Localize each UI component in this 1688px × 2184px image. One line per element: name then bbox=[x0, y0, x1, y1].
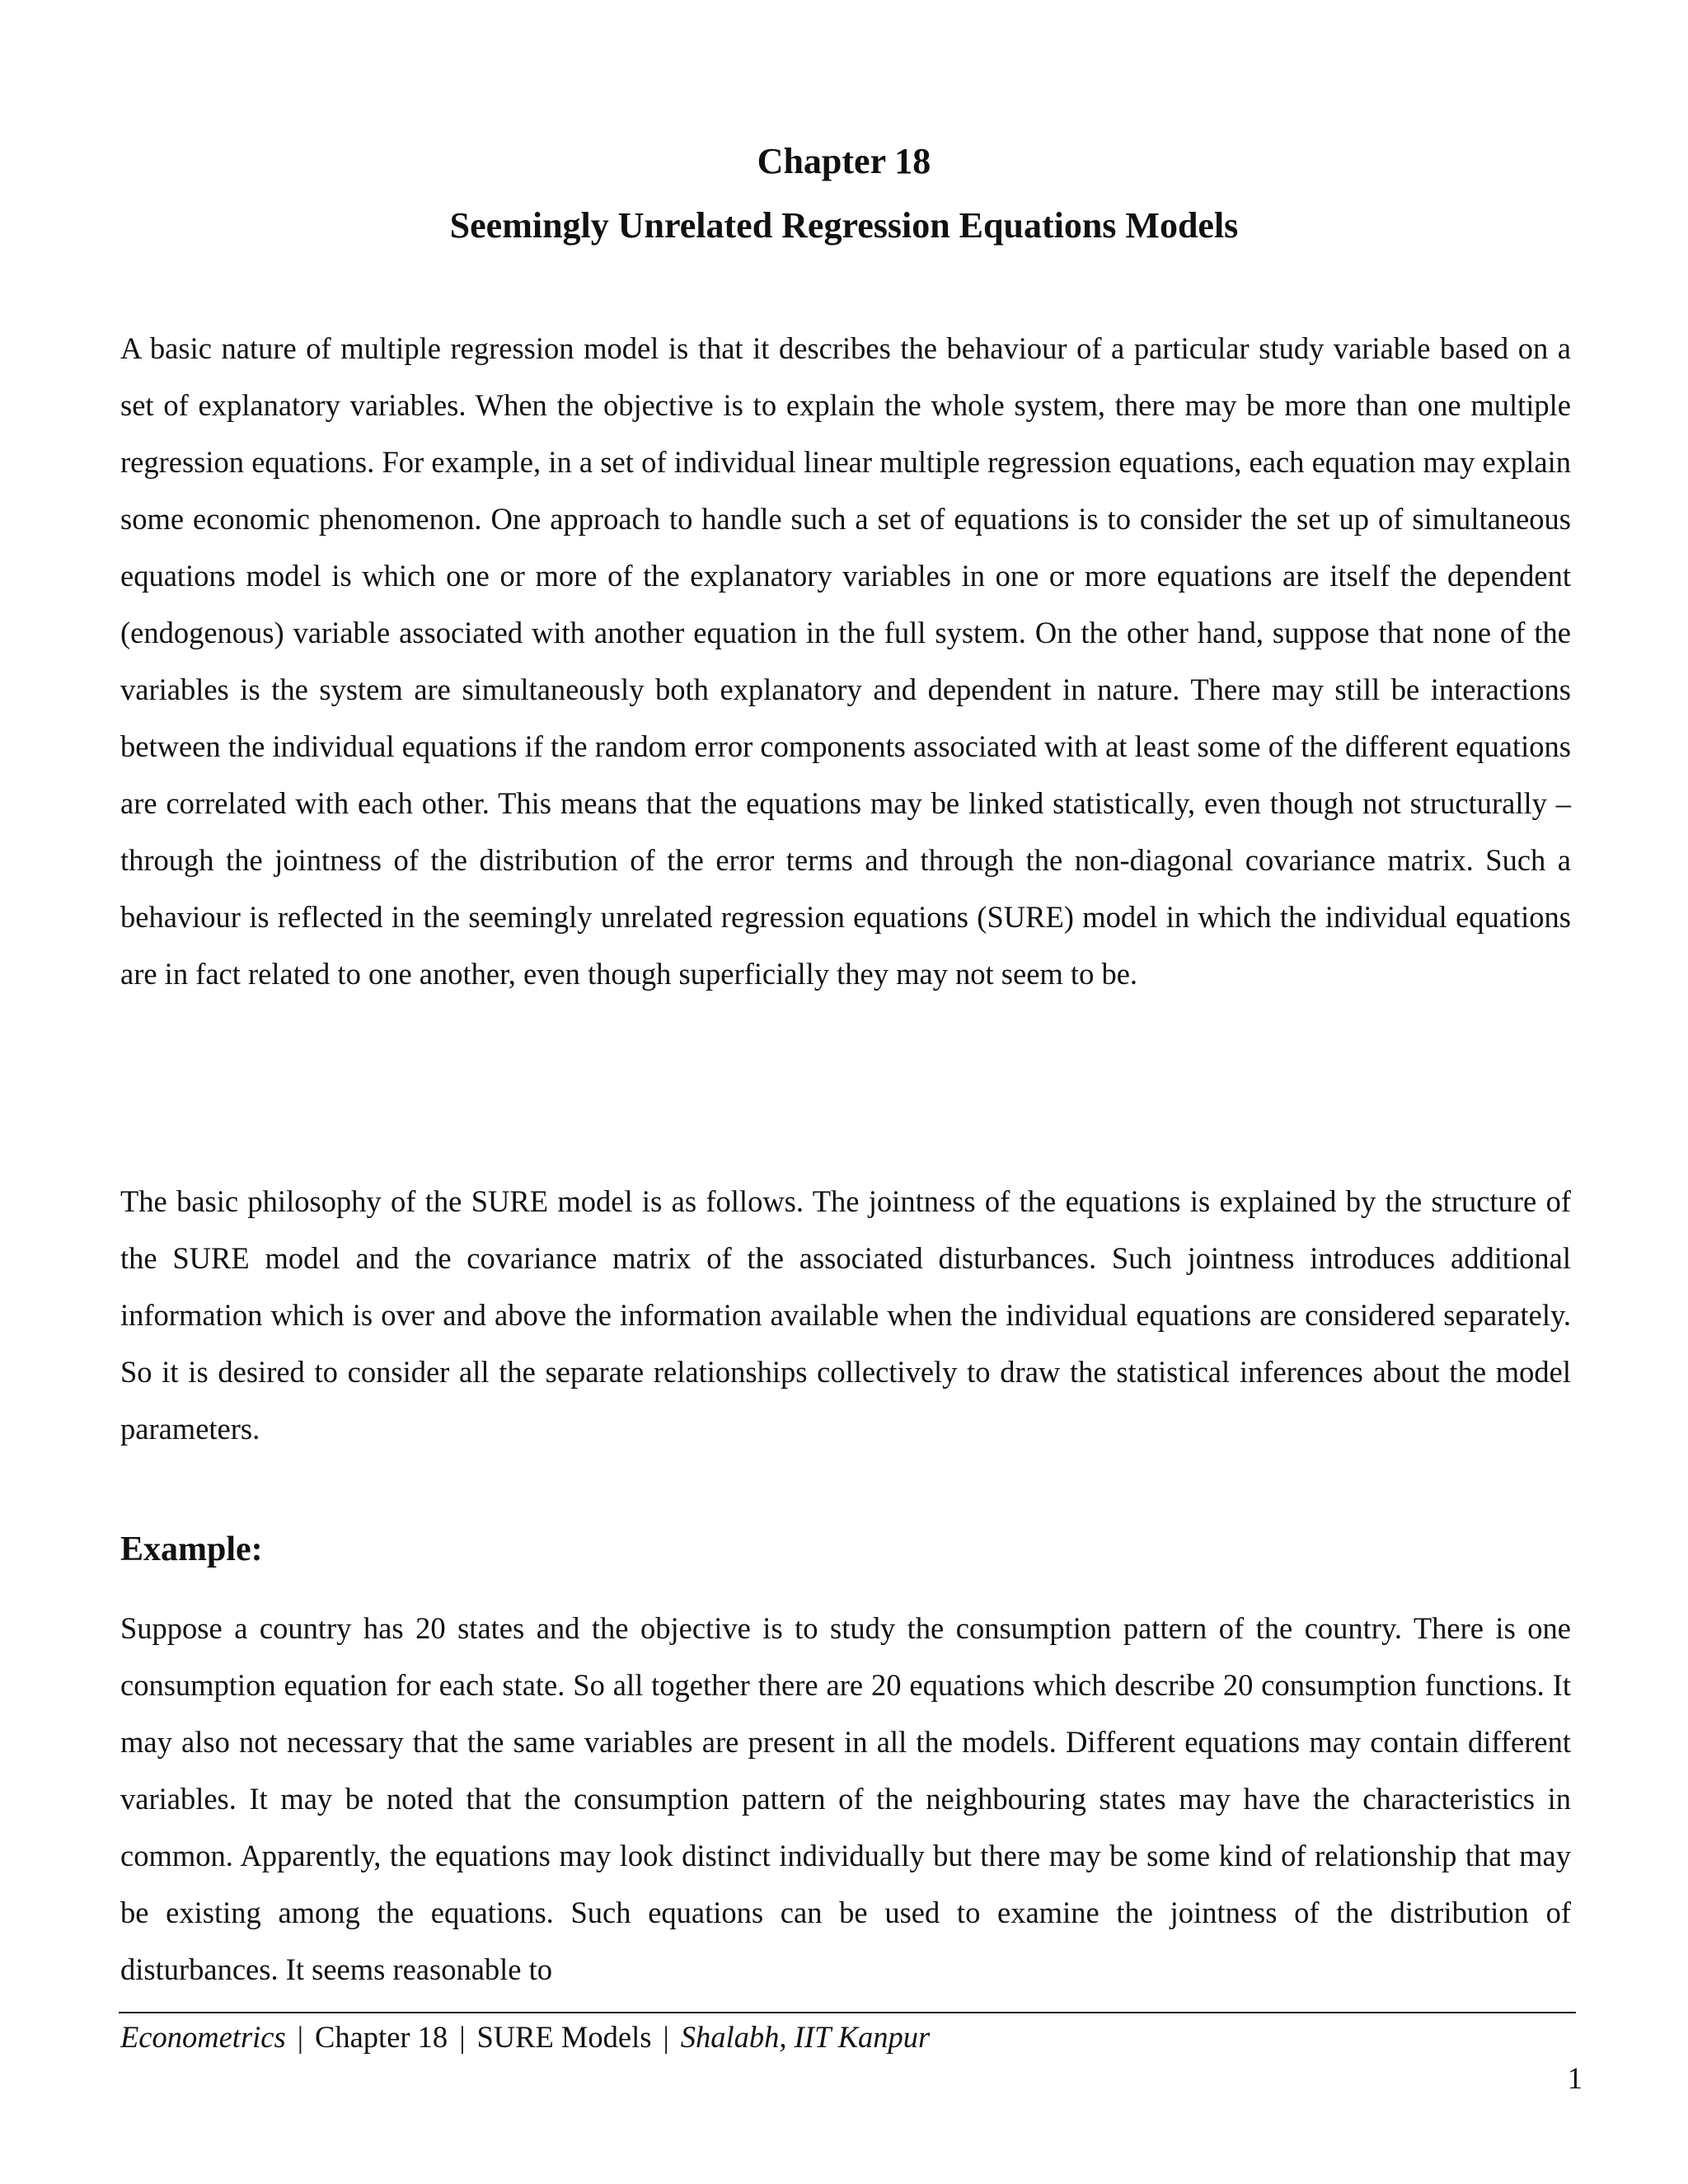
body-paragraph-philosophy: The basic philosophy of the SURE model is as follows. The jointness of the equations is explained by the structure of the SURE model and the covariance matrix of the associated disturbances. Such jointness introduces additional information which is over and above the information available when the individual equations are considered separately. So it is desired to consider all the separate relationships collectively to draw the statistical inferences about the model parameters. bbox=[120, 1184, 1571, 1446]
page-number: 1 bbox=[1567, 2061, 1582, 2095]
footer-separator: | bbox=[459, 2020, 466, 2054]
footer-chapter: Chapter 18 bbox=[315, 2020, 448, 2054]
body-paragraph-intro: A basic nature of multiple regression model is that it describes the behaviour of a particular study variable based on a set of explanatory variables. When the objective is to explain the whole system, there may be more than one multiple regression equations. For example, in a set of individual linear multiple regression equations, each equation may explain some economic phenomenon. One approach to handle such a set of equations is to consider the set up of simultaneous equations model is which one or more of the explanatory variables in one or more equations are itself the dependent (endogenous) variable associated with another equation in the full system. On the other hand, suppose that none of the variables is the system are simultaneously both explanatory and dependent in nature. There may still be interactions between the individual equations if the random error components associated with at least some of the different equations are correlated with each other. This means that the equations may be linked statistically, even though not structurally – through the jointness of the distribution of the error terms and through the non-diagonal covariance matrix. Such a behaviour is reflected in the seemingly unrelated regression equations (SURE) model in which the individual equations are in fact related to one another, even though superficially they may not seem to be. bbox=[120, 331, 1571, 991]
footer-course: Econometrics bbox=[120, 2020, 286, 2054]
footer-separator: | bbox=[663, 2020, 669, 2054]
footer-topic: SURE Models bbox=[476, 2020, 652, 2054]
footer-divider bbox=[119, 2012, 1576, 2013]
footer-separator: | bbox=[297, 2020, 304, 2054]
section-heading-example: Example: bbox=[120, 1530, 263, 1568]
footer-author: Shalabh, IIT Kanpur bbox=[680, 2020, 931, 2054]
chapter-subtitle: Seemingly Unrelated Regression Equations Models bbox=[449, 205, 1239, 246]
body-paragraph-example: Suppose a country has 20 states and the objective is to study the consumption pattern of the country. There is one consumption equation for each state. So all together there are 20 equations which describe 20 consumption functions. It may also not necessary that the same variables are present in all the models. Different equations may contain different variables. It may be noted that the consumption pattern of the neighbouring states may have the characteristics in common. Apparently, the equations may look distinct individually but there may be some kind of relationship that may be existing among the equations. Such equations can be used to examine the jointness of the distribution of disturbances. It seems reasonable to bbox=[120, 1611, 1571, 1986]
running-footer bbox=[120, 2017, 930, 2058]
chapter-title: Chapter 18 bbox=[757, 141, 931, 181]
